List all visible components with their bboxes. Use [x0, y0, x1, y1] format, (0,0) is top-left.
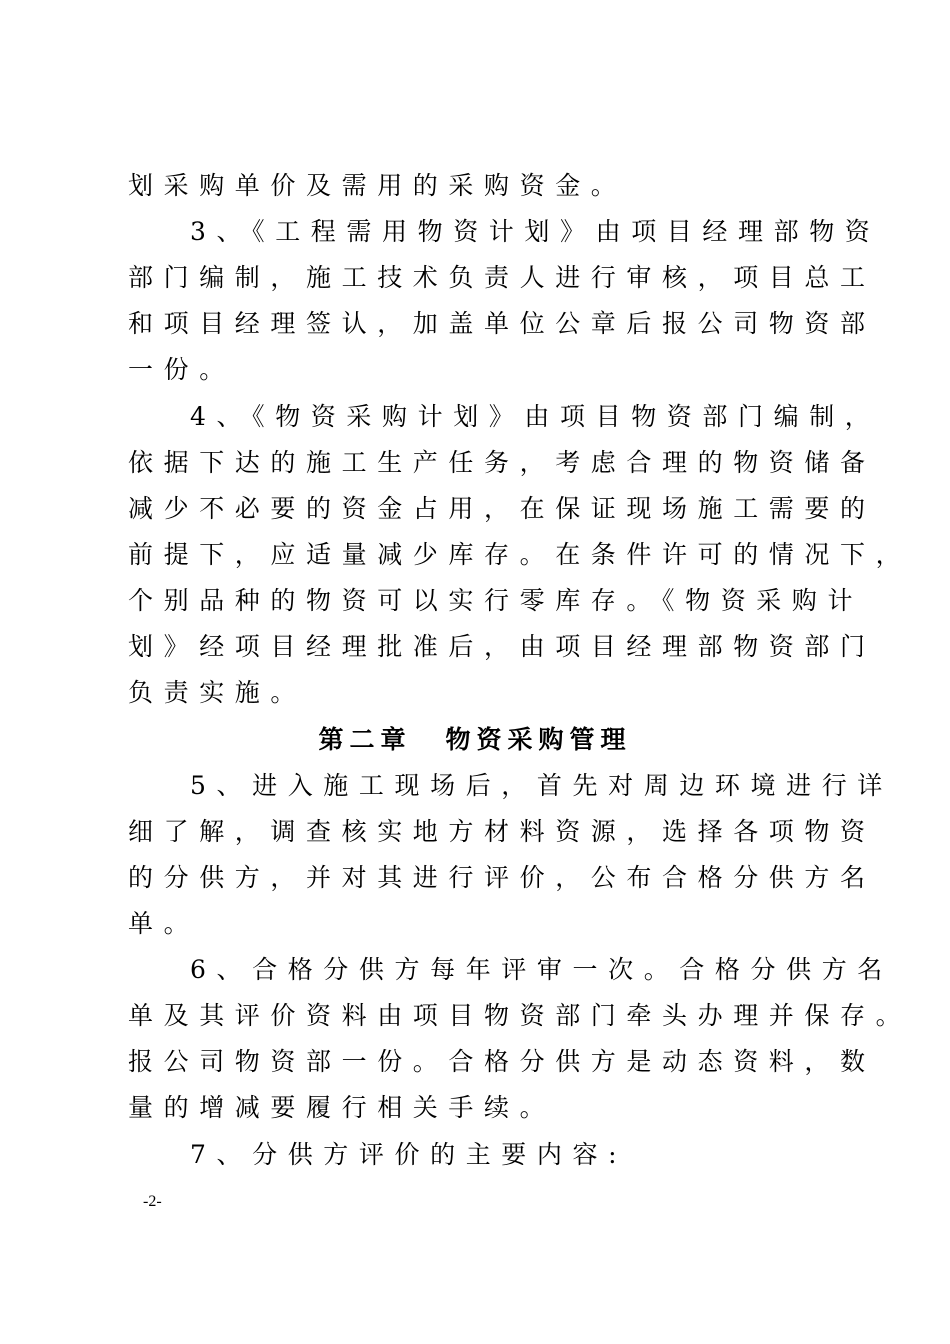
paragraph-line: 3、《工程需用物资计划》由项目经理部物资 [190, 217, 881, 246]
paragraph-line: 量的增减要履行相关手续。 [128, 1093, 556, 1122]
paragraph-line: 划采购单价及需用的采购资金。 [128, 171, 627, 200]
paragraph-line: 前提下，应适量减少库存。在条件许可的情况下， [128, 540, 912, 569]
paragraph-line: 单及其评价资料由项目物资部门牵头办理并保存。 [128, 1001, 912, 1030]
paragraph-line: 负责实施。 [128, 678, 307, 707]
paragraph-line: 的分供方，并对其进行评价，公布合格分供方名 [128, 863, 876, 892]
paragraph-line: 个别品种的物资可以实行零库存。《物资采购计 [128, 586, 864, 615]
paragraph-line: 和项目经理签认，加盖单位公章后报公司物资部 [128, 309, 876, 338]
paragraph-line: 划》经项目经理批准后，由项目经理部物资部门 [128, 632, 876, 661]
chapter-number: 第二章 [318, 725, 412, 754]
paragraph-line: 依据下达的施工生产任务，考虑合理的物资储备 [128, 448, 876, 477]
paragraph-line: 7、分供方评价的主要内容: [190, 1140, 628, 1169]
paragraph-line: 5、进入施工现场后，首先对周边环境进行详 [190, 771, 893, 800]
paragraph-line: 单。 [128, 909, 200, 938]
paragraph-line: 报公司物资部一份。合格分供方是动态资料，数 [128, 1047, 876, 1076]
paragraph-line: 一份。 [128, 355, 235, 384]
chapter-title: 物资采购管理 [445, 725, 632, 754]
paragraph-line: 减少不必要的资金占用，在保证现场施工需要的 [128, 494, 876, 523]
page-number: -2- [143, 1193, 162, 1210]
paragraph-line: 部门编制，施工技术负责人进行审核，项目总工 [128, 263, 876, 292]
paragraph-line: 细了解，调查核实地方材料资源，选择各项物资 [128, 817, 876, 846]
paragraph-line: 4、《物资采购计划》由项目物资部门编制， [190, 402, 881, 431]
paragraph-line: 6、合格分供方每年评审一次。合格分供方名 [190, 955, 893, 984]
chapter-heading [0, 722, 950, 758]
